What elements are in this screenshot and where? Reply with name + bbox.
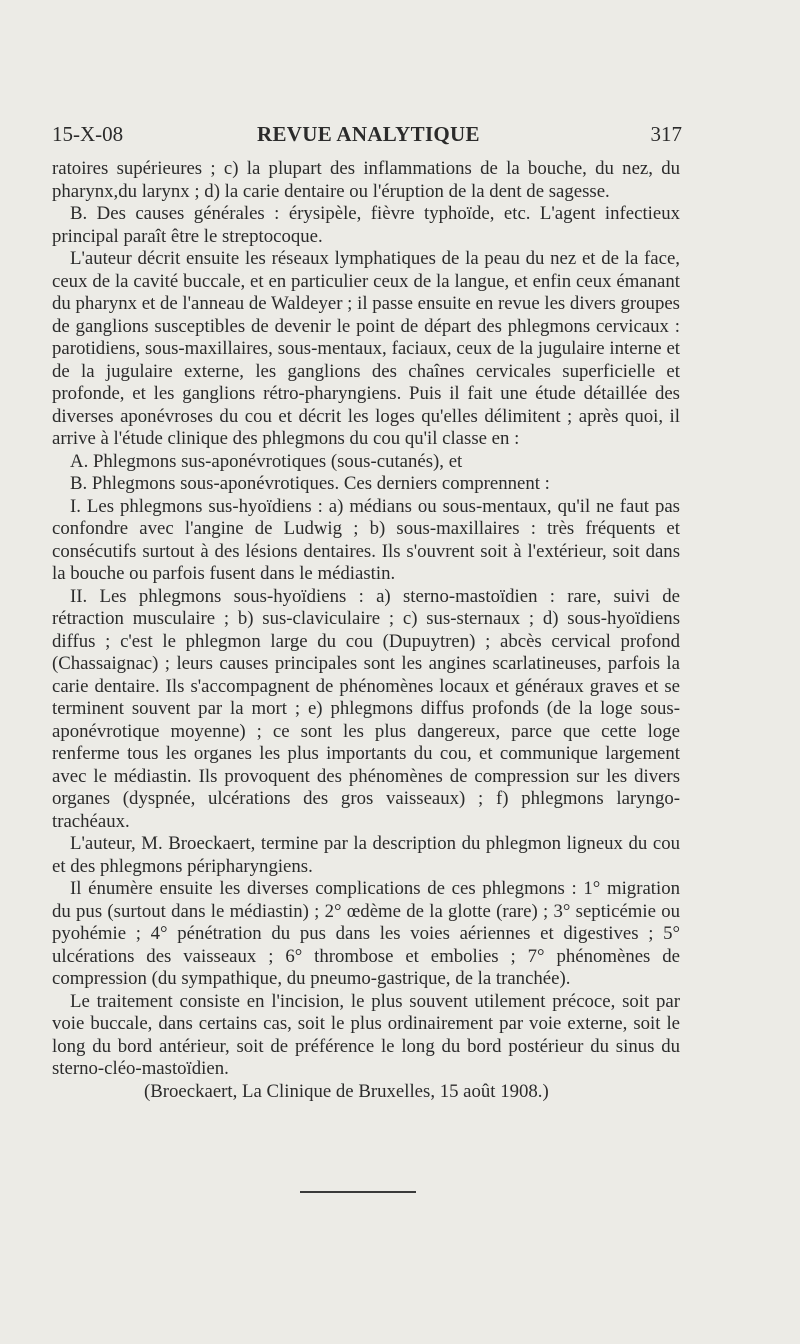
article-body [52, 158, 680, 1103]
paragraph: Le traitement consiste en l'incision, le plus souvent utilement précoce, soit par voie buccale, dans certains cas, soit le plus ordinairement par voie externe, soit le long du bord antérieur, soit de préférence le long du bord postérieur du sinus du sterno-cléo-mastoïdien. [52, 990, 680, 1079]
paragraph: I. Les phlegmons sus-hyoïdiens : a) médians ou sous-mentaux, qu'il ne faut pas confondre avec l'angine de Ludwig ; b) sous-maxillaires : très fréquents et consécutifs surtout à des lésions dentaires. Ils s'ouvrent soit à l'extérieur, soit dans la bouche ou parfois fusent dans le médiastin. [52, 495, 680, 584]
source-reference: (Broeckaert, La Clinique de Bruxelles, 15 août 1908.) [144, 1080, 549, 1102]
paragraph: II. Les phlegmons sous-hyoïdiens : a) sterno-mastoïdien : rare, suivi de rétraction musculaire ; b) sus-claviculaire ; c) sus-sternaux ; d) sous-hyoïdiens diffus ; c'est le phlegmon large du cou (Dupuytren) ; abcès cervical profond (Chassaignac) ; leurs causes principales sont les angines scarlatineuses, parfois la carie dentaire. Ils s'accompagnent de phénomènes locaux et généraux graves et se terminent souvent par la mort ; e) phlegmons diffus profonds (de la loge sous-aponévrotique moyenne) ; ce sont les plus dangereux, parce que cette loge renferme tous les organes les plus importants du cou, et communique largement avec le médiastin. Ils provoquent des phénomènes de compression sur les divers organes (dyspnée, ulcérations des gros vaisseaux) ; f) phlegmons laryngo-trachéaux. [52, 585, 680, 832]
closing-rule [300, 1191, 416, 1193]
paragraph: L'auteur décrit ensuite les réseaux lymphatiques de la peau du nez et de la face, ceux de la cavité buccale, et en particulier ceux de la langue, et enfin ceux émanant du pharynx et de l'anneau de Waldeyer ; il passe ensuite en revue les divers groupes de ganglions susceptibles de devenir le point de départ des phlegmons cervicaux : parotidiens, sous-maxillaires, sous-mentaux, faciaux, ceux de la jugulaire interne et de la jugulaire externe, les ganglions des chaînes cervicales superficielle et profonde, et les ganglions rétro-pharyngiens. Puis il fait une étude détaillée des diverses aponévroses du cou et décrit les loges qu'elles délimitent ; après quoi, il arrive à l'étude clinique des phlegmons du cou qu'il classe en : [52, 248, 680, 449]
paragraph: B. Phlegmons sous-aponévrotiques. Ces derniers comprennent : [70, 473, 550, 494]
paragraph: A. Phlegmons sus-aponévrotiques (sous-cutanés), et [70, 450, 463, 472]
header-journal-title: REVUE ANALYTIQUE [257, 122, 480, 146]
header-date: 15-X-08 [52, 122, 124, 146]
paragraph: ratoires supérieures ; c) la plupart des inflammations de la bouche, du nez, du pharynx,du larynx ; d) la carie dentaire ou l'éruption de la dent de sagesse. [52, 158, 680, 202]
page-number: 317 [650, 122, 682, 146]
paragraph: L'auteur, M. Broeckaert, termine par la description du phlegmon ligneux du cou et des phlegmons péripharyngiens. [52, 833, 680, 877]
paragraph: B. Des causes générales : érysipèle, fièvre typhoïde, etc. L'agent infectieux principal paraît être le streptocoque. [52, 203, 680, 247]
running-header [52, 122, 682, 152]
paragraph: Il énumère ensuite les diverses complications de ces phlegmons : 1° migration du pus (surtout dans le médiastin) ; 2° œdème de la glotte (rare) ; 3° septicémie ou pyohémie ; 4° pénétration du pus dans les voies aériennes et digestives ; 5° ulcérations des vaisseaux ; 6° thrombose et embolies ; 7° phénomènes de compression (du sympathique, du pneumo-gastrique, de la tranchée). [52, 878, 680, 989]
